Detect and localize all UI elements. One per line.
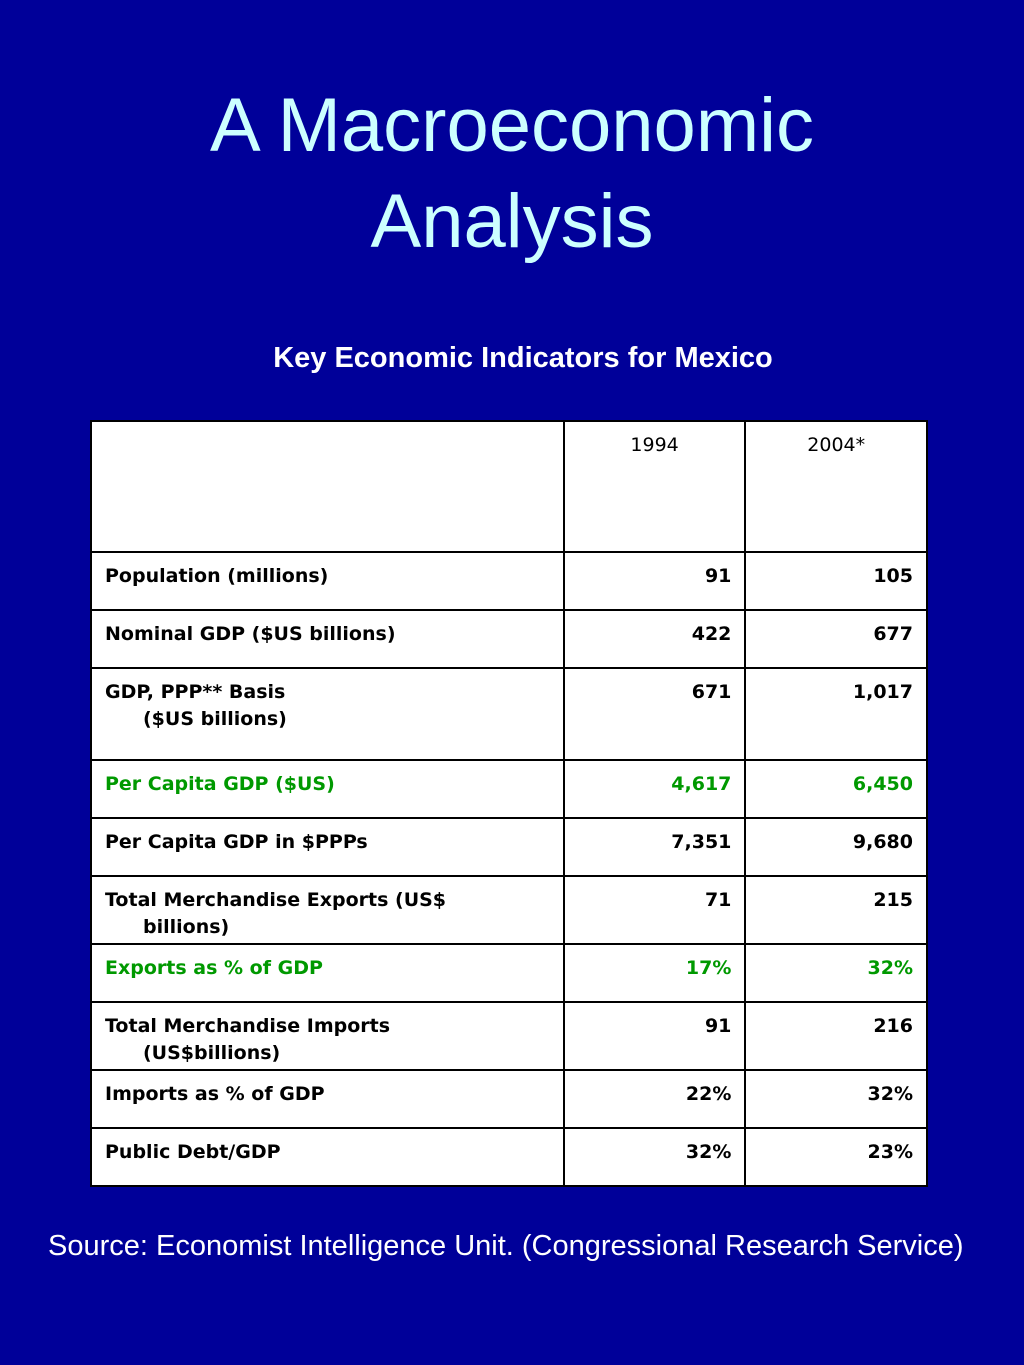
table-row bbox=[91, 876, 927, 944]
row-value-2004: 1,017 bbox=[745, 668, 927, 760]
row-label-text: Total Merchandise Imports bbox=[105, 1015, 391, 1037]
row-label-text: Total Merchandise Exports (US$ bbox=[105, 889, 447, 911]
row-value-1994: 32% bbox=[564, 1128, 746, 1186]
row-label bbox=[91, 668, 564, 760]
row-value-2004: 105 bbox=[745, 552, 927, 610]
table-row-highlighted bbox=[91, 760, 927, 818]
row-label-continuation: billions) bbox=[143, 916, 230, 938]
row-label-text: Population (millions) bbox=[105, 565, 329, 587]
row-label bbox=[91, 552, 564, 610]
row-value-2004: 6,450 bbox=[745, 760, 927, 818]
table-row bbox=[91, 668, 927, 760]
table-row bbox=[91, 1002, 927, 1070]
table-header-row bbox=[91, 421, 927, 552]
row-value-1994: 71 bbox=[564, 876, 746, 944]
header-cell-2004: 2004* bbox=[745, 421, 927, 552]
row-label-continuation: (US$billions) bbox=[143, 1042, 281, 1064]
row-label bbox=[91, 1070, 564, 1128]
row-value-1994: 22% bbox=[564, 1070, 746, 1128]
row-value-2004: 215 bbox=[745, 876, 927, 944]
row-label bbox=[91, 944, 564, 1002]
header-cell-1994: 1994 bbox=[564, 421, 746, 552]
row-label-continuation: ($US billions) bbox=[143, 708, 287, 730]
row-label bbox=[91, 818, 564, 876]
row-label bbox=[91, 1002, 564, 1070]
slide-title-line-1: A Macroeconomic bbox=[209, 83, 815, 168]
row-label bbox=[91, 760, 564, 818]
table-caption: Key Economic Indicators for Mexico bbox=[273, 342, 773, 374]
row-value-2004: 216 bbox=[745, 1002, 927, 1070]
row-value-1994: 17% bbox=[564, 944, 746, 1002]
row-value-1994: 671 bbox=[564, 668, 746, 760]
table-row bbox=[91, 818, 927, 876]
table-row-highlighted bbox=[91, 944, 927, 1002]
row-label-text: Per Capita GDP ($US) bbox=[105, 773, 335, 795]
row-label bbox=[91, 610, 564, 668]
row-label-text: Nominal GDP ($US billions) bbox=[105, 623, 396, 645]
table-row bbox=[91, 610, 927, 668]
row-label-text: Imports as % of GDP bbox=[105, 1083, 325, 1105]
row-label bbox=[91, 876, 564, 944]
table-row bbox=[91, 1070, 927, 1128]
row-value-2004: 32% bbox=[745, 1070, 927, 1128]
row-value-2004: 9,680 bbox=[745, 818, 927, 876]
slide-title bbox=[0, 78, 1024, 270]
row-value-1994: 4,617 bbox=[564, 760, 746, 818]
row-value-2004: 32% bbox=[745, 944, 927, 1002]
row-value-2004: 23% bbox=[745, 1128, 927, 1186]
row-label-text: Public Debt/GDP bbox=[105, 1141, 281, 1163]
table-row bbox=[91, 1128, 927, 1186]
indicators-table bbox=[90, 420, 928, 1187]
row-value-1994: 422 bbox=[564, 610, 746, 668]
row-label-text: GDP, PPP** Basis bbox=[105, 681, 286, 703]
source-note: Source: Economist Intelligence Unit. (Congressional Research Service) bbox=[48, 1230, 964, 1262]
row-label-text: Per Capita GDP in $PPPs bbox=[105, 831, 368, 853]
row-value-1994: 7,351 bbox=[564, 818, 746, 876]
table-row bbox=[91, 552, 927, 610]
header-cell-label bbox=[91, 421, 564, 552]
row-value-1994: 91 bbox=[564, 1002, 746, 1070]
row-label-text: Exports as % of GDP bbox=[105, 957, 323, 979]
slide-title-line-2: Analysis bbox=[370, 179, 654, 264]
row-value-1994: 91 bbox=[564, 552, 746, 610]
row-label bbox=[91, 1128, 564, 1186]
row-value-2004: 677 bbox=[745, 610, 927, 668]
